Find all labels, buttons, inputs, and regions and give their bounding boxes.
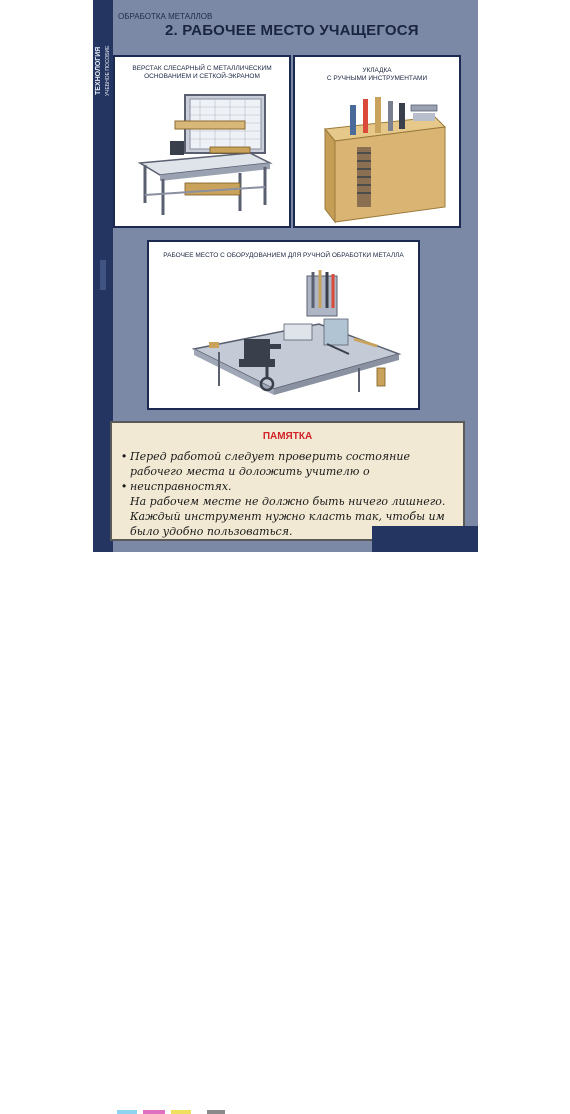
panel-caption-line: С РУЧНЫМИ ИНСТРУМЕНТАМИ [326, 75, 428, 82]
page-title: 2. РАБОЧЕЕ МЕСТО УЧАЩЕГОСЯ [165, 22, 419, 39]
memo-line: На рабочем месте не должно быть ничего лишнего. [130, 495, 446, 508]
memo-line: Каждый инструмент нужно класть так, чтобы им [130, 510, 445, 523]
bullet-icon: • [122, 479, 127, 493]
subject-title: ТЕХНОЛОГИЯ [95, 46, 102, 96]
section-label: ОБРАБОТКА МЕТАЛЛОВ [118, 12, 213, 21]
panel-tool-rack [293, 55, 461, 228]
magenta-swatch [143, 1110, 165, 1114]
memo-line: рабочего места и доложить учителю о [130, 465, 370, 478]
sidebar-mark [100, 260, 106, 290]
panel-caption-line: ОСНОВАНИЕМ И СЕТКОЙ-ЭКРАНОМ [144, 73, 260, 80]
memo-line: неисправностях. [130, 480, 232, 493]
cyan-swatch [117, 1110, 137, 1114]
workbench-illustration [115, 83, 289, 228]
memo-line: было удобно пользоваться. [130, 525, 293, 538]
panel-caption-line: РАБОЧЕЕ МЕСТО С ОБОРУДОВАНИЕМ ДЛЯ РУЧНОЙ ОБРАБОТКИ МЕТАЛЛА [163, 252, 404, 259]
memo-line: Перед работой следует проверить состояние [130, 450, 410, 463]
panel-caption-line: ВЕРСТАК СЛЕСАРНЫЙ С МЕТАЛЛИЧЕСКИМ [132, 65, 272, 72]
memo-box [110, 421, 465, 541]
corner-block [372, 526, 478, 552]
panel-workplace [147, 240, 420, 410]
subject-label [94, 26, 112, 116]
yellow-swatch [171, 1110, 191, 1114]
panel-caption-line: УКЛАДКА [362, 67, 392, 74]
memo-title: ПАМЯТКА [262, 431, 313, 442]
tool-rack-illustration [295, 87, 459, 227]
bullet-icon: • [122, 449, 127, 463]
subject-subtitle: УЧЕБНОЕ ПОСОБИЕ [105, 45, 111, 97]
black-swatch [207, 1110, 225, 1114]
workplace-illustration [149, 264, 418, 409]
panel-workbench [113, 55, 291, 228]
print-marks [95, 554, 475, 564]
